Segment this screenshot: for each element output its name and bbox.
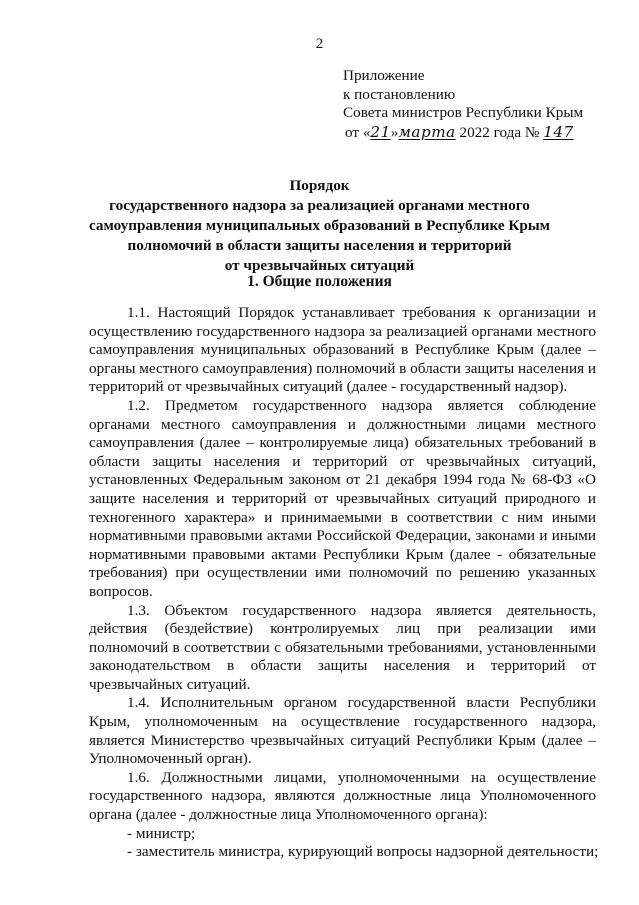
handwritten-day: 21 — [370, 123, 391, 142]
list-item: - министр; — [127, 824, 196, 842]
handwritten-number: 147 — [543, 123, 574, 142]
title-line-1: Порядок — [289, 177, 350, 194]
appendix-line-2: к постановлению — [343, 85, 456, 103]
paragraph-1-1: 1.1. Настоящий Порядок устанавливает требования к организации и осуществлению государственного надзора за реализацией органами местного самоуправления муниципальных образований в Республике Крым (далее – органы местного самоуправления) полномочий в области защиты населения и территорий от чрезвычайных ситуаций (далее - государственный надзор). — [89, 304, 596, 396]
section-heading: 1. Общие положения — [247, 273, 392, 290]
paragraph-1-2: 1.2. Предметом государственного надзора является соблюдение органами местного самоуправления и должностными лицами местного самоуправления (далее – контролируемые лица) обязательных требований в области защиты населения и территорий от чрезвычайных ситуаций, установленных Федеральным законом от 21 декабря 1994 года № 68-ФЗ «О защите населения и территорий от чрезвычайных ситуаций природного и техногенного характера» и принимаемыми в соответствии с ним иными нормативными правовыми актами Российской Федерации, законами и иными нормативными правовыми актами Республики Крым (далее - обязательные требования) при осуществлении ими полномочий по решению указанных вопросов. — [89, 396, 596, 600]
date-prefix: от « — [345, 124, 371, 142]
document-body — [89, 304, 599, 862]
title-line-2: государственного надзора за реализацией органами местного — [109, 197, 530, 215]
appendix-date-line — [345, 123, 583, 143]
paragraph-1-4: 1.4. Исполнительным органом государственной власти Республики Крым, уполномоченным на осуществление государственного надзора, является Министерство чрезвычайных ситуаций Республики Крым (далее – Уполномоченный орган). — [89, 694, 596, 768]
title-line-4: полномочий в области защиты населения и территорий — [127, 237, 512, 255]
date-mid: » — [390, 124, 399, 142]
date-suffix: 2022 года № — [455, 124, 544, 142]
appendix-line-3: Совета министров Республики Крым — [343, 104, 584, 122]
paragraph-1-3: 1.3. Объектом государственного надзора является деятельность, действия (бездействие) контролируемых лиц при реализации ими полномочий в соответствии с обязательными требованиями, установленными законодательством в области защиты населения и территорий от чрезвычайных ситуаций. — [89, 601, 596, 693]
appendix-block — [343, 67, 583, 143]
document-title — [0, 176, 639, 276]
list-item: - заместитель министра, курирующий вопросы надзорной деятельности; — [127, 843, 599, 861]
appendix-line-1: Приложение — [343, 67, 425, 84]
page-number: 2 — [315, 36, 324, 52]
title-line-5: от чрезвычайных ситуаций — [224, 257, 415, 275]
title-line-3: самоуправления муниципальных образований в Республике Крым — [88, 217, 551, 235]
paragraph-1-6: 1.6. Должностными лицами, уполномоченными на осуществление государственного надзора, являются должностные лица Уполномоченного органа (далее - должностные лица Уполномоченного органа): — [89, 768, 596, 824]
handwritten-month: марта — [398, 123, 456, 142]
